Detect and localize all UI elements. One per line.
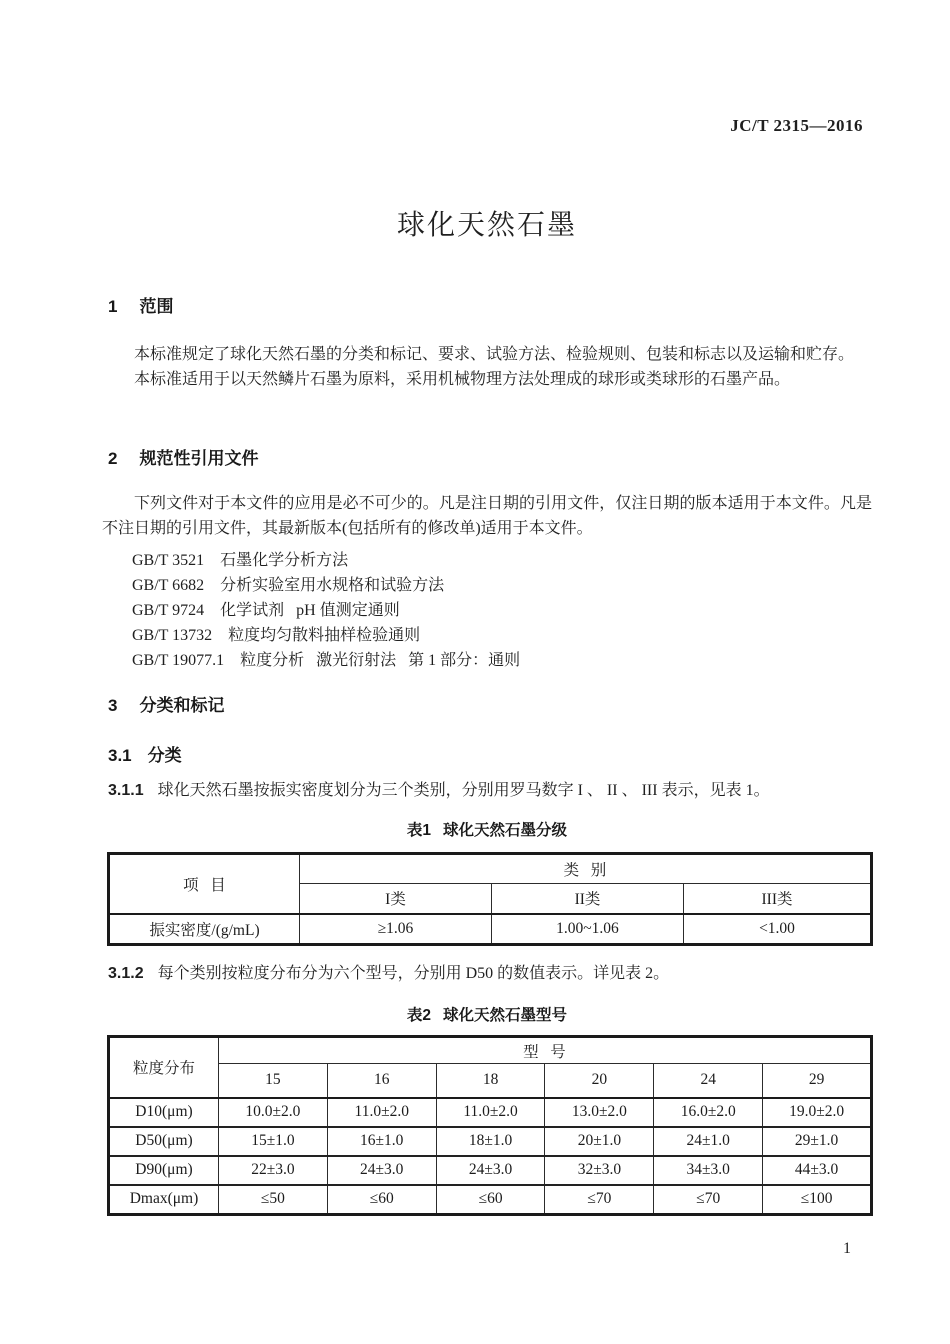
section-number: 3	[108, 696, 118, 715]
clause-number: 3.1.1	[108, 782, 144, 799]
table-header-cell: 24	[654, 1064, 763, 1098]
table-row-label: D50(μm)	[109, 1127, 219, 1156]
table-data-cell: 1.00~1.06	[492, 914, 684, 945]
table-data-cell: 19.0±2.0	[763, 1098, 872, 1127]
paragraph: 下列文件对于本文件的应用是必不可少的。凡是注日期的引用文件，仅注日期的版本适用于本文件。凡是不注日期的引用文件，其最新版本(包括所有的修改单)适用于本文件。	[102, 495, 872, 537]
table-2-graphite-models	[107, 1035, 873, 1216]
reference-title: 分析实验室用水规格和试验方法	[220, 577, 445, 594]
reference-code: GB/T 9724	[132, 602, 205, 619]
table-caption-title: 球化天然石墨型号	[443, 1007, 568, 1024]
table-data-cell: 16±1.0	[327, 1127, 436, 1156]
reference-item	[102, 548, 872, 573]
section-title: 范围	[139, 297, 174, 316]
table-header-cell: 20	[545, 1064, 654, 1098]
reference-title: 石墨化学分析方法	[220, 552, 349, 569]
document-title: 球化天然石墨	[396, 209, 577, 240]
section-2-heading	[108, 444, 258, 469]
table-header-cell: I类	[300, 884, 492, 914]
table-header-cell: 29	[763, 1064, 872, 1098]
table-data-cell: 18±1.0	[436, 1127, 545, 1156]
table-data-cell: 11.0±2.0	[327, 1098, 436, 1127]
table-data-cell: ≤50	[219, 1185, 328, 1215]
table-header-cell: 粒度分布	[109, 1037, 219, 1098]
table-data-cell: ≥1.06	[300, 914, 492, 945]
table-2-caption	[102, 1003, 872, 1025]
table-caption-label: 表2	[406, 1007, 432, 1024]
table-caption-label: 表1	[406, 822, 432, 839]
table-data-cell: 29±1.0	[763, 1127, 872, 1156]
reference-title: 粒度均匀散料抽样检验通则	[228, 627, 421, 644]
table-data-cell: 24±3.0	[327, 1156, 436, 1185]
section-number: 3.1	[108, 746, 132, 765]
table-header-cell: 15	[219, 1064, 328, 1098]
reference-item	[102, 623, 872, 648]
section-number: 2	[108, 449, 118, 468]
section-title: 规范性引用文件	[139, 449, 259, 468]
table-data-cell: <1.00	[684, 914, 872, 945]
section-title: 分类	[147, 746, 182, 765]
table-data-cell: ≤60	[327, 1185, 436, 1215]
table-data-cell: ≤60	[436, 1185, 545, 1215]
reference-code: GB/T 19077.1	[132, 652, 225, 669]
table-data-cell: 32±3.0	[545, 1156, 654, 1185]
standard-number: JC/T 2315—2016	[730, 116, 863, 135]
section-title: 分类和标记	[139, 696, 225, 715]
reference-code: GB/T 13732	[132, 627, 213, 644]
clause-number: 3.1.2	[108, 965, 144, 982]
paragraph: 本标准规定了球化天然石墨的分类和标记、要求、试验方法、检验规则、包装和标志以及运输和贮存。	[134, 346, 855, 363]
section-3-heading	[108, 691, 224, 716]
table-data-cell: 10.0±2.0	[219, 1098, 328, 1127]
clause-3-1-2	[108, 961, 874, 986]
table-data-cell: 24±3.0	[436, 1156, 545, 1185]
clause-3-1-1	[108, 778, 874, 803]
section-1-heading	[108, 292, 173, 317]
table-data-cell: ≤70	[545, 1185, 654, 1215]
table-header-cell: II类	[492, 884, 684, 914]
table-caption-title: 球化天然石墨分级	[443, 822, 568, 839]
table-header-cell: 16	[327, 1064, 436, 1098]
clause-text: 每个类别按粒度分布分为六个型号，分别用 D50 的数值表示。详见表 2。	[157, 965, 670, 982]
table-1-caption	[102, 818, 872, 840]
table-data-cell: 16.0±2.0	[654, 1098, 763, 1127]
normative-references-list	[102, 548, 872, 673]
paragraph: 本标准适用于以天然鳞片石墨为原料，采用机械物理方法处理成的球形或类球形的石墨产品。	[134, 371, 791, 388]
table-data-cell: ≤70	[654, 1185, 763, 1215]
table-1-graphite-grading	[107, 852, 873, 946]
table-data-cell: 13.0±2.0	[545, 1098, 654, 1127]
reference-item	[102, 573, 872, 598]
section-1-body	[102, 342, 872, 392]
reference-item	[102, 648, 872, 673]
table-row-label: D10(μm)	[109, 1098, 219, 1127]
table-data-cell: 22±3.0	[219, 1156, 328, 1185]
table-data-cell: 15±1.0	[219, 1127, 328, 1156]
clause-text: 球化天然石墨按振实密度划分为三个类别，分别用罗马数字 I 、 II 、 III 表示，见表 1。	[157, 782, 770, 799]
page-number: 1	[843, 1240, 851, 1257]
reference-code: GB/T 6682	[132, 577, 205, 594]
table-data-cell: 11.0±2.0	[436, 1098, 545, 1127]
section-number: 1	[108, 297, 118, 316]
reference-title: 粒度分析 激光衍射法 第 1 部分：通则	[240, 652, 521, 669]
table-data-cell: 44±3.0	[763, 1156, 872, 1185]
table-row-label: 振实密度/(g/mL)	[109, 914, 300, 945]
table-data-cell: ≤100	[763, 1185, 872, 1215]
reference-item	[102, 598, 872, 623]
reference-code: GB/T 3521	[132, 552, 205, 569]
reference-title: 化学试剂 pH 值测定通则	[220, 602, 400, 619]
table-header-cell: 项 目	[109, 854, 300, 914]
table-row-label: Dmax(μm)	[109, 1185, 219, 1215]
table-data-cell: 34±3.0	[654, 1156, 763, 1185]
table-header-cell: 类 别	[300, 854, 872, 884]
table-header-cell: III类	[684, 884, 872, 914]
table-header-cell: 18	[436, 1064, 545, 1098]
table-row-label: D90(μm)	[109, 1156, 219, 1185]
table-header-cell: 型 号	[219, 1037, 872, 1064]
table-data-cell: 24±1.0	[654, 1127, 763, 1156]
table-data-cell: 20±1.0	[545, 1127, 654, 1156]
section-2-body	[102, 491, 872, 541]
section-3-1-heading	[108, 741, 182, 766]
